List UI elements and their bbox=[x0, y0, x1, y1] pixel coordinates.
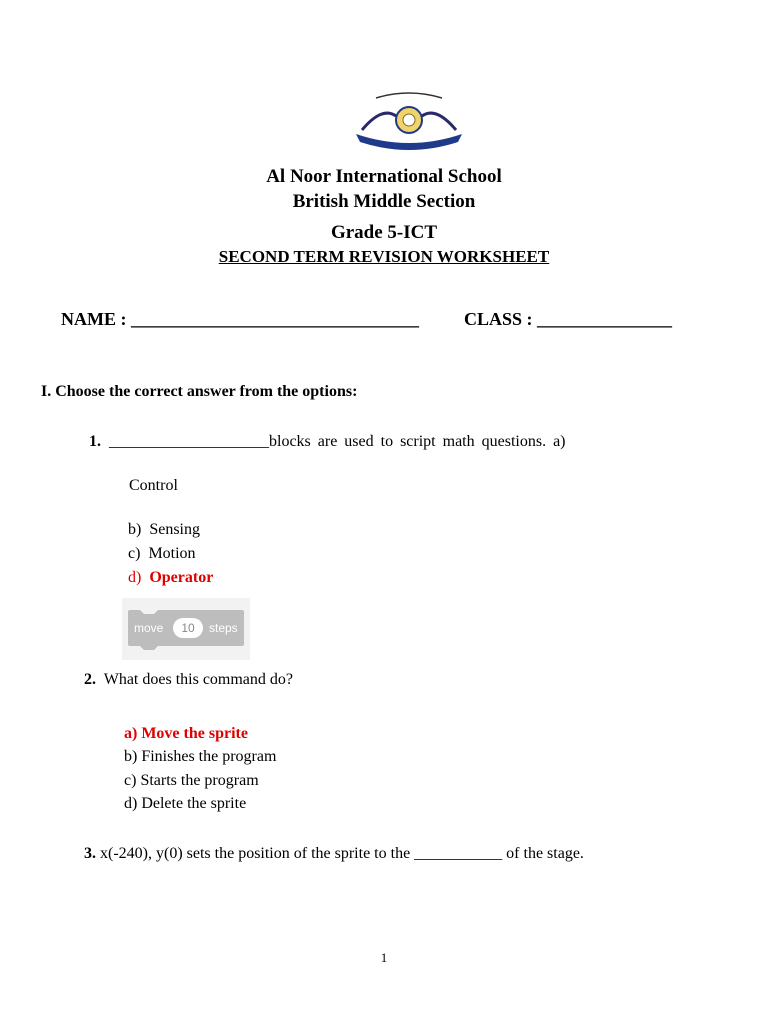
q2-option-a-correct: a) Move the sprite bbox=[124, 725, 248, 742]
question-number: 1. bbox=[89, 433, 101, 450]
question-number: 3. bbox=[84, 845, 96, 862]
section-name: British Middle Section bbox=[292, 191, 476, 212]
q1-option-b bbox=[128, 521, 200, 539]
option-text: Delete the sprite bbox=[141, 795, 247, 812]
option-letter: c) bbox=[124, 772, 137, 789]
section-heading: I. Choose the correct answer from the options: bbox=[41, 383, 358, 400]
question-text: What does this command do? bbox=[103, 671, 294, 688]
option-text: Starts the program bbox=[140, 772, 259, 789]
option-text: Motion bbox=[148, 545, 196, 562]
question-number: 2. bbox=[84, 671, 96, 688]
school-name: Al Noor International School bbox=[266, 166, 502, 187]
q1-option-c bbox=[128, 545, 196, 563]
option-text: Finishes the program bbox=[141, 748, 277, 765]
q1-option-d-correct bbox=[128, 569, 213, 587]
class-line: _______________ bbox=[537, 309, 673, 329]
question-text: x(-240), y(0) sets the position of the sprite to the ___________ of the stage. bbox=[100, 845, 584, 862]
option-letter: d) bbox=[124, 795, 138, 812]
block-word-move: move bbox=[134, 621, 164, 635]
question-3 bbox=[84, 845, 584, 863]
class-label: CLASS : bbox=[464, 309, 533, 329]
question-2 bbox=[84, 671, 293, 689]
block-value: 10 bbox=[181, 621, 195, 635]
option-text: Sensing bbox=[149, 521, 200, 538]
worksheet-title: SECOND TERM REVISION WORKSHEET bbox=[218, 247, 550, 266]
school-logo bbox=[342, 86, 476, 156]
option-letter: b) bbox=[124, 748, 138, 765]
logo-text: AL NOOR INTERNATIONAL SCHOOL bbox=[370, 134, 448, 139]
q2-option-b bbox=[124, 748, 276, 766]
q1-option-a: Control bbox=[129, 477, 178, 494]
block-word-steps: steps bbox=[209, 621, 238, 635]
q2-option-c bbox=[124, 772, 259, 790]
grade-title: Grade 5-ICT bbox=[330, 222, 438, 243]
question-text: ____________________blocks are used to script math questions. a) bbox=[109, 433, 566, 450]
name-field bbox=[61, 309, 419, 330]
name-line: ________________________________ bbox=[131, 309, 419, 329]
option-letter: c) bbox=[128, 545, 141, 562]
question-1 bbox=[89, 433, 566, 451]
option-letter: d) bbox=[128, 569, 142, 586]
scratch-move-block-image bbox=[122, 598, 250, 660]
q2-option-d bbox=[124, 795, 246, 813]
option-letter: b) bbox=[128, 521, 142, 538]
option-text: Operator bbox=[149, 569, 214, 586]
page-number: 1 bbox=[380, 950, 388, 965]
name-label: NAME : bbox=[61, 309, 127, 329]
class-field bbox=[464, 309, 672, 330]
